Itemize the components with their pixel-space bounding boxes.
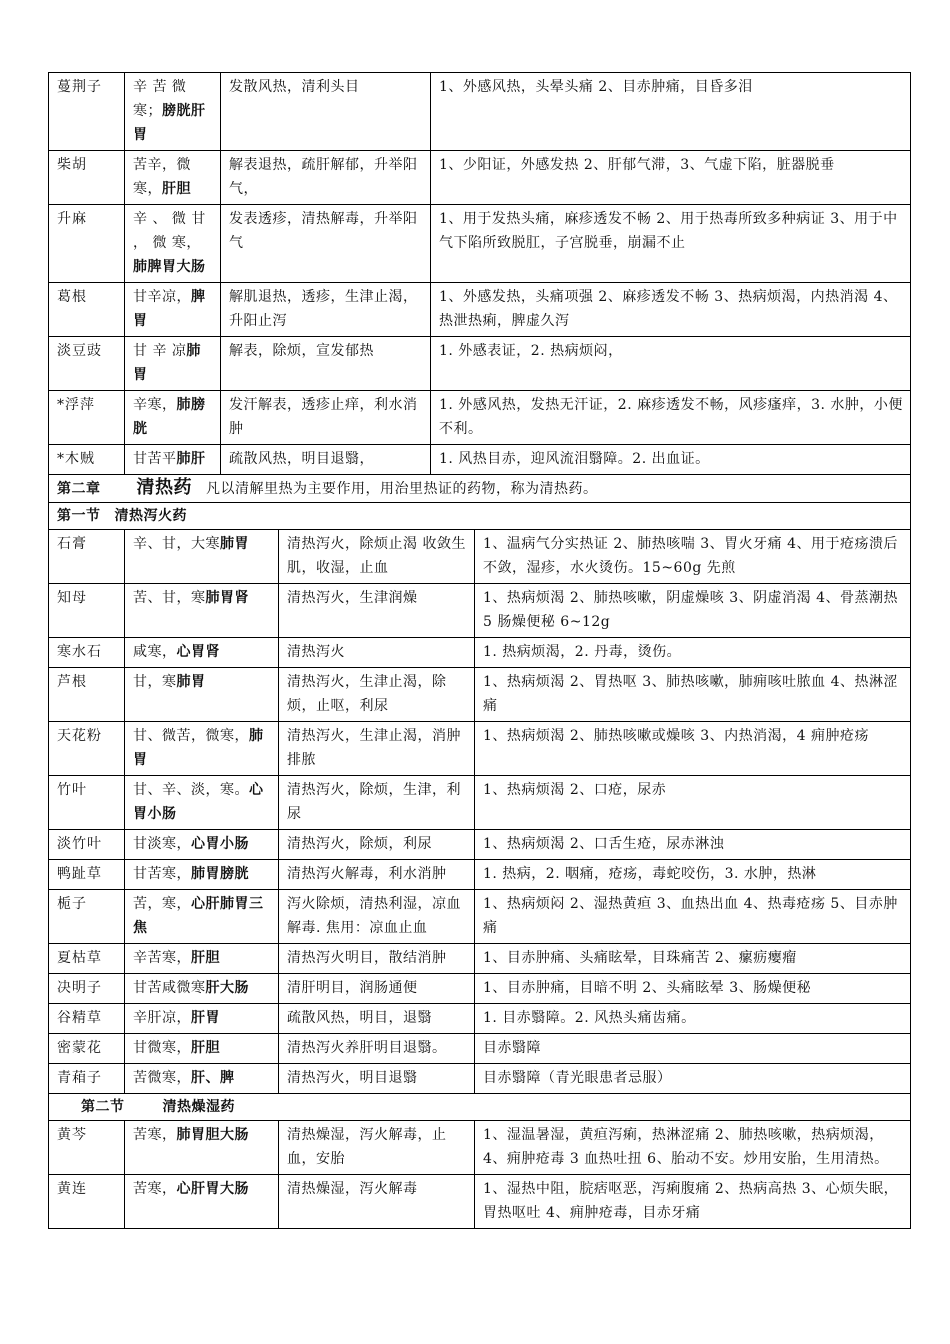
herb-effect: 清热泻火，明目退翳 bbox=[279, 1064, 475, 1094]
herb-indications: 1、湿热中阻，脘痞呕恶，泻痢腹痛 2、热病高热 3、心烦失眠，胃热呕吐 4、痈肿疮毒，目赤牙痛 bbox=[475, 1175, 911, 1229]
herb-indications: 1. 热病烦渴，2. 丹毒，烫伤。 bbox=[475, 638, 911, 668]
herb-indications: 1、温病气分实热证 2、肺热咳喘 3、胃火牙痛 4、用于疮疡溃后不敛，湿疹，水火烫伤。15~60g 先煎 bbox=[475, 530, 911, 584]
herb-effect: 发表透疹，清热解毒，升举阳气 bbox=[221, 205, 431, 283]
herb-properties bbox=[125, 1064, 279, 1094]
herb-nature: 甘淡寒， bbox=[133, 836, 191, 852]
section-heading bbox=[49, 1094, 911, 1121]
herb-meridian: 肺胃肾 bbox=[205, 590, 249, 606]
herb-indications: 1、热病烦渴 2、口疮，尿赤 bbox=[475, 776, 911, 830]
herb-effect: 疏散风热，明目，退翳 bbox=[279, 1004, 475, 1034]
herb-meridian: 肺胃 bbox=[176, 674, 206, 690]
herb-row bbox=[49, 668, 911, 722]
herb-indications: 1、热病烦闷 2、湿热黄疸 3、血热出血 4、热毒疮疡 5、目赤肿痛 bbox=[475, 890, 911, 944]
herb-meridian: 肺胃 bbox=[133, 343, 201, 383]
herb-properties bbox=[125, 1121, 279, 1175]
section-label: 第一节 bbox=[57, 508, 101, 524]
herb-nature: 甘苦寒， bbox=[133, 866, 191, 882]
herb-properties bbox=[125, 830, 279, 860]
herb-nature: 辛 、 微 甘 ， 微 寒， bbox=[133, 211, 206, 251]
herb-row bbox=[49, 830, 911, 860]
herb-meridian: 心胃小肠 bbox=[191, 836, 249, 852]
herb-nature: 甘、微苦，微寒， bbox=[133, 728, 249, 744]
herb-name: 谷精草 bbox=[49, 1004, 125, 1034]
herb-row bbox=[49, 722, 911, 776]
herb-meridian: 心肝胃大肠 bbox=[176, 1181, 249, 1197]
herb-properties bbox=[125, 445, 221, 475]
herb-nature: 苦辛，微寒， bbox=[133, 157, 191, 197]
herb-indications: 1、外感发热，头痛项强 2、麻疹透发不畅 3、热病烦渴，内热消渴 4、热泄热痢，脾虚久泻 bbox=[431, 283, 911, 337]
herb-nature: 甘苦咸微寒 bbox=[133, 980, 206, 996]
herb-effect: 发汗解表，透疹止痒，利水消肿 bbox=[221, 391, 431, 445]
herb-effect: 泻火除烦，清热利湿，凉血解毒. 焦用：凉血止血 bbox=[279, 890, 475, 944]
herb-name: 蔓荆子 bbox=[49, 73, 125, 151]
herb-effect: 清热泻火，除烦止渴 收敛生肌，收湿，止血 bbox=[279, 530, 475, 584]
herb-effect: 解表，除烦，宣发郁热 bbox=[221, 337, 431, 391]
herb-row bbox=[49, 73, 911, 151]
herb-effect: 清热泻火养肝明目退翳。 bbox=[279, 1034, 475, 1064]
herb-name: 决明子 bbox=[49, 974, 125, 1004]
chapter-label: 第二章 bbox=[57, 481, 101, 497]
herb-row bbox=[49, 1175, 911, 1229]
herb-effect: 清热泻火，生津止渴，除烦，止呕，利尿 bbox=[279, 668, 475, 722]
herb-effect: 疏散风热，明目退翳， bbox=[221, 445, 431, 475]
herb-meridian: 肝胆 bbox=[162, 181, 191, 197]
herb-meridian: 肝、脾 bbox=[191, 1070, 235, 1086]
herb-nature: 苦寒， bbox=[133, 1181, 177, 1197]
herb-row bbox=[49, 584, 911, 638]
herb-meridian: 肺胃 bbox=[133, 728, 264, 768]
herb-nature: 辛、甘，大寒 bbox=[133, 536, 220, 552]
herb-properties bbox=[125, 890, 279, 944]
herb-indications: 1. 外感风热，发热无汗证，2. 麻疹透发不畅，风疹瘙痒，3. 水肿，小便不利。 bbox=[431, 391, 911, 445]
herb-effect: 解表退热，疏肝解郁，升举阳气， bbox=[221, 151, 431, 205]
herb-row bbox=[49, 151, 911, 205]
herb-effect: 清热泻火明目，散结消肿 bbox=[279, 944, 475, 974]
herb-table-part-1 bbox=[49, 73, 911, 475]
herb-properties bbox=[125, 73, 221, 151]
herb-indications: 1、湿温暑湿，黄疸泻痢，热淋涩痛 2、肺热咳嗽，热病烦渴，4、痈肿疮毒 3 血热吐扭 6、胎动不安。炒用安胎，生用清热。 bbox=[475, 1121, 911, 1175]
herb-nature: 辛 苦 微 寒； bbox=[133, 79, 187, 119]
herb-nature: 辛苦寒， bbox=[133, 950, 191, 966]
herb-name: *木贼 bbox=[49, 445, 125, 475]
herb-row bbox=[49, 1004, 911, 1034]
herb-indications: 1、目赤肿痛，目暗不明 2、头痛眩晕 3、肠燥便秘 bbox=[475, 974, 911, 1004]
herb-indications: 1、目赤肿痛、头痛眩晕，目珠痛苦 2、瘰疬瘿瘤 bbox=[475, 944, 911, 974]
herb-name: 芦根 bbox=[49, 668, 125, 722]
herb-properties bbox=[125, 205, 221, 283]
herb-effect: 清热燥湿，泻火解毒，止血，安胎 bbox=[279, 1121, 475, 1175]
herb-row bbox=[49, 1034, 911, 1064]
herb-effect: 清热泻火，生津润燥 bbox=[279, 584, 475, 638]
herb-properties bbox=[125, 584, 279, 638]
herb-indications: 1、热病烦渴 2、肺热咳嗽或燥咳 3、内热消渴，4 痈肿疮疡 bbox=[475, 722, 911, 776]
herb-nature: 辛寒， bbox=[133, 397, 177, 413]
herb-meridian: 肺膀胱 bbox=[133, 397, 206, 437]
herb-effect: 清肝明目，润肠通便 bbox=[279, 974, 475, 1004]
herb-effect: 清热泻火 bbox=[279, 638, 475, 668]
herb-name: 黄连 bbox=[49, 1175, 125, 1229]
herb-indications: 1、热病烦渴 2、口舌生疮，尿赤淋浊 bbox=[475, 830, 911, 860]
chapter-heading bbox=[49, 475, 911, 503]
herb-effect: 清热泻火，除烦，生津，利尿 bbox=[279, 776, 475, 830]
herb-nature: 甘、辛、淡，寒。 bbox=[133, 782, 249, 798]
herb-name: *浮萍 bbox=[49, 391, 125, 445]
herb-nature: 甘 辛 凉 bbox=[133, 343, 187, 359]
section-label: 第二节 bbox=[81, 1099, 125, 1115]
herb-row bbox=[49, 974, 911, 1004]
herb-indications: 1. 外感表证，2. 热病烦闷， bbox=[431, 337, 911, 391]
herb-nature: 甘，寒 bbox=[133, 674, 177, 690]
herb-indications: 1. 热病，2. 咽痛，疮疡，毒蛇咬伤，3. 水肿，热淋 bbox=[475, 860, 911, 890]
herb-properties bbox=[125, 391, 221, 445]
herb-effect: 清热泻火，除烦，利尿 bbox=[279, 830, 475, 860]
herb-properties bbox=[125, 151, 221, 205]
herb-name: 寒水石 bbox=[49, 638, 125, 668]
herb-properties bbox=[125, 776, 279, 830]
herb-effect: 发散风热，清利头目 bbox=[221, 73, 431, 151]
herb-name: 柴胡 bbox=[49, 151, 125, 205]
herb-row bbox=[49, 445, 911, 475]
herb-nature: 甘辛凉， bbox=[133, 289, 191, 305]
herb-meridian: 肝大肠 bbox=[205, 980, 249, 996]
herb-row bbox=[49, 638, 911, 668]
herb-table-part-3 bbox=[49, 1121, 911, 1229]
herb-meridian: 膀胱肝胃 bbox=[133, 103, 206, 143]
section-title: 清热燥湿药 bbox=[162, 1099, 235, 1115]
herb-row bbox=[49, 1064, 911, 1094]
herb-name: 淡豆豉 bbox=[49, 337, 125, 391]
herb-row bbox=[49, 337, 911, 391]
herb-effect: 解肌退热，透疹，生津止渴，升阳止泻 bbox=[221, 283, 431, 337]
herb-row bbox=[49, 776, 911, 830]
herb-properties bbox=[125, 974, 279, 1004]
herb-indications: 1、热病烦渴 2、胃热呕 3、肺热咳嗽，肺痈咳吐脓血 4、热淋涩痛 bbox=[475, 668, 911, 722]
herb-meridian: 肝胆 bbox=[191, 950, 220, 966]
herb-name: 鸭趾草 bbox=[49, 860, 125, 890]
herb-meridian: 肝胃 bbox=[191, 1010, 220, 1026]
herb-properties bbox=[125, 283, 221, 337]
herb-nature: 苦微寒， bbox=[133, 1070, 191, 1086]
herb-name: 栀子 bbox=[49, 890, 125, 944]
herb-meridian: 脾胃 bbox=[133, 289, 206, 329]
herb-properties bbox=[125, 638, 279, 668]
herb-row bbox=[49, 1121, 911, 1175]
herb-meridian: 肺胃膀胱 bbox=[191, 866, 249, 882]
herb-meridian: 心肝肺胃三焦 bbox=[133, 896, 264, 936]
herb-row bbox=[49, 530, 911, 584]
herb-nature: 咸寒， bbox=[133, 644, 177, 660]
herb-row bbox=[49, 890, 911, 944]
herb-indications: 1、用于发热头痛，麻疹透发不畅 2、用于热毒所致多种病证 3、用于中气下陷所致脱肛，子宫脱垂，崩漏不止 bbox=[431, 205, 911, 283]
chapter-description: 凡以清解里热为主要作用，用治里热证的药物，称为清热药。 bbox=[206, 481, 598, 497]
herb-name: 知母 bbox=[49, 584, 125, 638]
herb-properties bbox=[125, 1004, 279, 1034]
herb-meridian: 肝胆 bbox=[191, 1040, 220, 1056]
herb-nature: 甘微寒， bbox=[133, 1040, 191, 1056]
herb-indications: 1、少阳证，外感发热 2、肝郁气滞，3、气虚下陷，脏器脱垂 bbox=[431, 151, 911, 205]
herb-properties bbox=[125, 860, 279, 890]
chapter-title: 清热药 bbox=[136, 477, 192, 498]
herb-row bbox=[49, 283, 911, 337]
herb-properties bbox=[125, 530, 279, 584]
herb-meridian: 肺脾胃大肠 bbox=[133, 259, 206, 275]
herb-effect: 清热燥湿，泻火解毒 bbox=[279, 1175, 475, 1229]
herb-name: 青葙子 bbox=[49, 1064, 125, 1094]
herb-name: 密蒙花 bbox=[49, 1034, 125, 1064]
herb-nature: 甘苦平 bbox=[133, 451, 177, 467]
herb-nature: 苦、甘，寒 bbox=[133, 590, 206, 606]
herb-nature: 苦，寒， bbox=[133, 896, 191, 912]
section-title: 清热泻火药 bbox=[114, 508, 187, 524]
herb-nature: 苦寒， bbox=[133, 1127, 177, 1143]
herb-properties bbox=[125, 1034, 279, 1064]
herb-properties bbox=[125, 668, 279, 722]
herb-name: 升麻 bbox=[49, 205, 125, 283]
herb-properties bbox=[125, 1175, 279, 1229]
herb-name: 石膏 bbox=[49, 530, 125, 584]
herb-meridian: 肺胃 bbox=[220, 536, 249, 552]
herb-properties bbox=[125, 944, 279, 974]
herb-meridian: 心胃小肠 bbox=[133, 782, 264, 822]
herb-name: 天花粉 bbox=[49, 722, 125, 776]
herb-name: 淡竹叶 bbox=[49, 830, 125, 860]
herb-row bbox=[49, 860, 911, 890]
section-heading bbox=[49, 503, 911, 530]
herb-meridian: 肺肝 bbox=[176, 451, 206, 467]
herb-nature: 辛肝凉， bbox=[133, 1010, 191, 1026]
herb-table bbox=[48, 72, 911, 1229]
herb-name: 夏枯草 bbox=[49, 944, 125, 974]
herb-meridian: 心胃肾 bbox=[176, 644, 220, 660]
herb-name: 黄芩 bbox=[49, 1121, 125, 1175]
herb-row bbox=[49, 944, 911, 974]
herb-indications: 1. 风热目赤，迎风流泪翳障。2. 出血证。 bbox=[431, 445, 911, 475]
herb-properties bbox=[125, 722, 279, 776]
herb-indications: 目赤翳障 bbox=[475, 1034, 911, 1064]
herb-row bbox=[49, 391, 911, 445]
herb-effect: 清热泻火，生津止渴，消肿排脓 bbox=[279, 722, 475, 776]
herb-indications: 目赤翳障（青光眼患者忌服） bbox=[475, 1064, 911, 1094]
herb-indications: 1、热病烦渴 2、肺热咳嗽，阴虚燥咳 3、阴虚消渴 4、骨蒸潮热 5 肠燥便秘 6~12g bbox=[475, 584, 911, 638]
herb-name: 竹叶 bbox=[49, 776, 125, 830]
herb-table-part-2 bbox=[49, 530, 911, 1094]
herb-indications: 1. 目赤翳障。2. 风热头痛齿痛。 bbox=[475, 1004, 911, 1034]
herb-name: 葛根 bbox=[49, 283, 125, 337]
herb-row bbox=[49, 205, 911, 283]
herb-indications: 1、外感风热，头晕头痛 2、目赤肿痛，目昏多泪 bbox=[431, 73, 911, 151]
document-sheet bbox=[48, 72, 910, 1229]
herb-properties bbox=[125, 337, 221, 391]
herb-meridian: 肺胃胆大肠 bbox=[176, 1127, 249, 1143]
herb-effect: 清热泻火解毒，利水消肿 bbox=[279, 860, 475, 890]
